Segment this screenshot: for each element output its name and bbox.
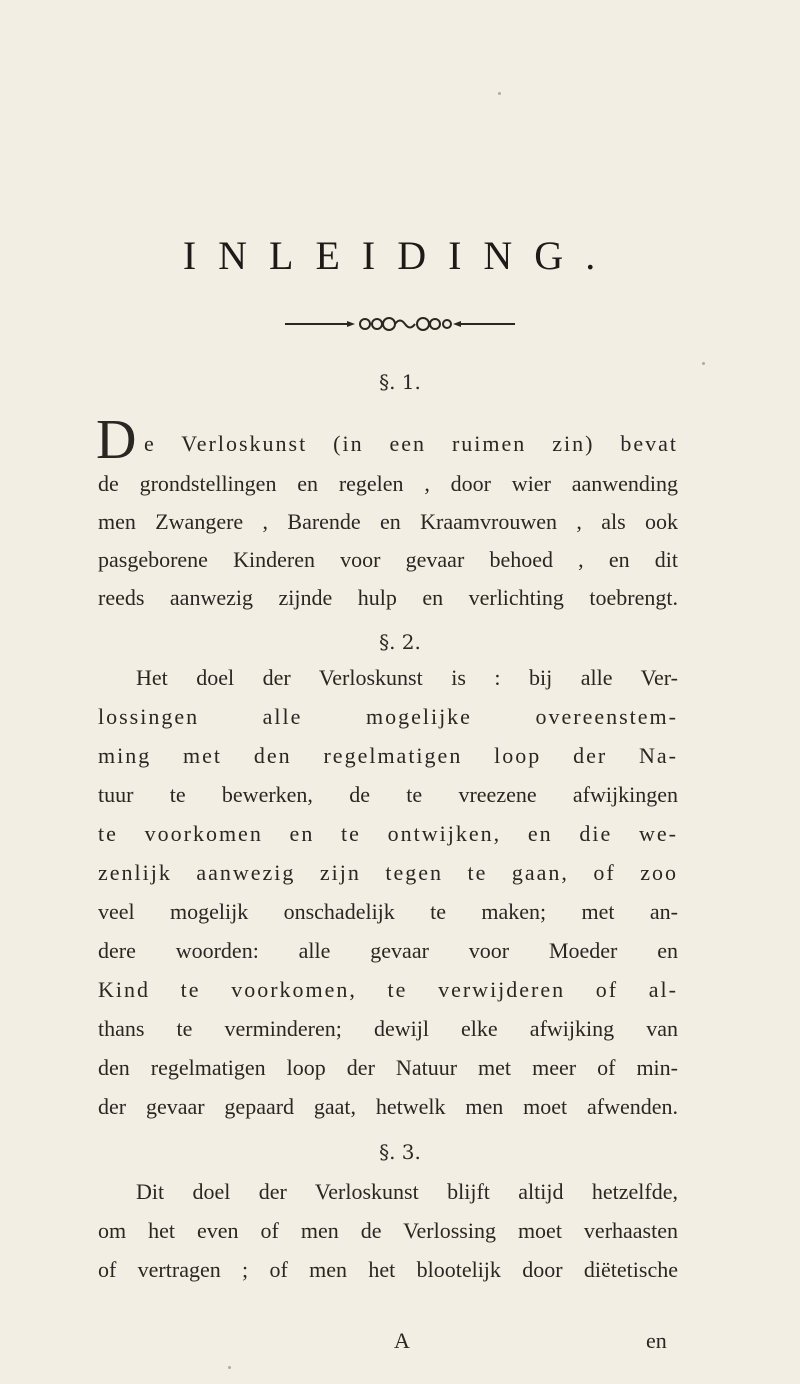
section-number-3: §. 3. (379, 1140, 421, 1164)
text-line: dere woorden: alle gevaar voor Moeder en (98, 938, 678, 963)
ornament-rule (285, 314, 515, 334)
text-line: thans te verminderen; dewijl elke afwijking van (98, 1016, 678, 1041)
text-line: men Zwangere , Barende en Kraamvrouwen , als ook (98, 509, 678, 534)
text-line: den regelmatigen loop der Natuur met meer of min- (98, 1055, 678, 1080)
signature-mark: A (394, 1328, 410, 1353)
text-line: veel mogelijk onschadelijk te maken; met an- (98, 899, 678, 924)
text-line: ming met den regelmatigen loop der Na- (98, 743, 678, 768)
text-line: zenlijk aanwezig zijn tegen te gaan, of zoo (98, 860, 678, 885)
page-title: INLEIDING. (182, 233, 618, 278)
section-number-1: §. 1. (379, 370, 421, 394)
text-line: Kind te voorkomen, te verwijderen of al- (98, 977, 678, 1002)
text-line: der gevaar gepaard gaat, hetwelk men moet afwenden. (98, 1094, 678, 1119)
drop-cap: D (96, 409, 137, 471)
paper-speck (498, 92, 501, 95)
section-number-2: §. 2. (379, 630, 421, 654)
text-line: te voorkomen en te ontwijken, en die we- (98, 821, 678, 846)
text-line: Het doel der Verloskunst is : bij alle Ver- (136, 665, 678, 690)
text-line: of vertragen ; of men het blootelijk door diëtetische (98, 1257, 678, 1282)
text-line: Dit doel der Verloskunst blijft altijd hetzelfde, (136, 1179, 678, 1204)
catchword: en (646, 1328, 667, 1353)
text-line: reeds aanwezig zijnde hulp en verlichting toebrengt. (98, 585, 678, 610)
text-line: e Verloskunst (in een ruimen zin) bevat (144, 431, 678, 456)
text-line: tuur te bewerken, de te vreezene afwijkingen (98, 782, 678, 807)
text-line: lossingen alle mogelijke overeenstem- (98, 704, 678, 729)
text-line: om het even of men de Verlossing moet verhaasten (98, 1218, 678, 1243)
text-line: pasgeborene Kinderen voor gevaar behoed , en dit (98, 547, 678, 572)
paper-speck (702, 362, 705, 365)
text-line: de grondstellingen en regelen , door wier aanwending (98, 471, 678, 496)
paper-speck (228, 1366, 231, 1369)
